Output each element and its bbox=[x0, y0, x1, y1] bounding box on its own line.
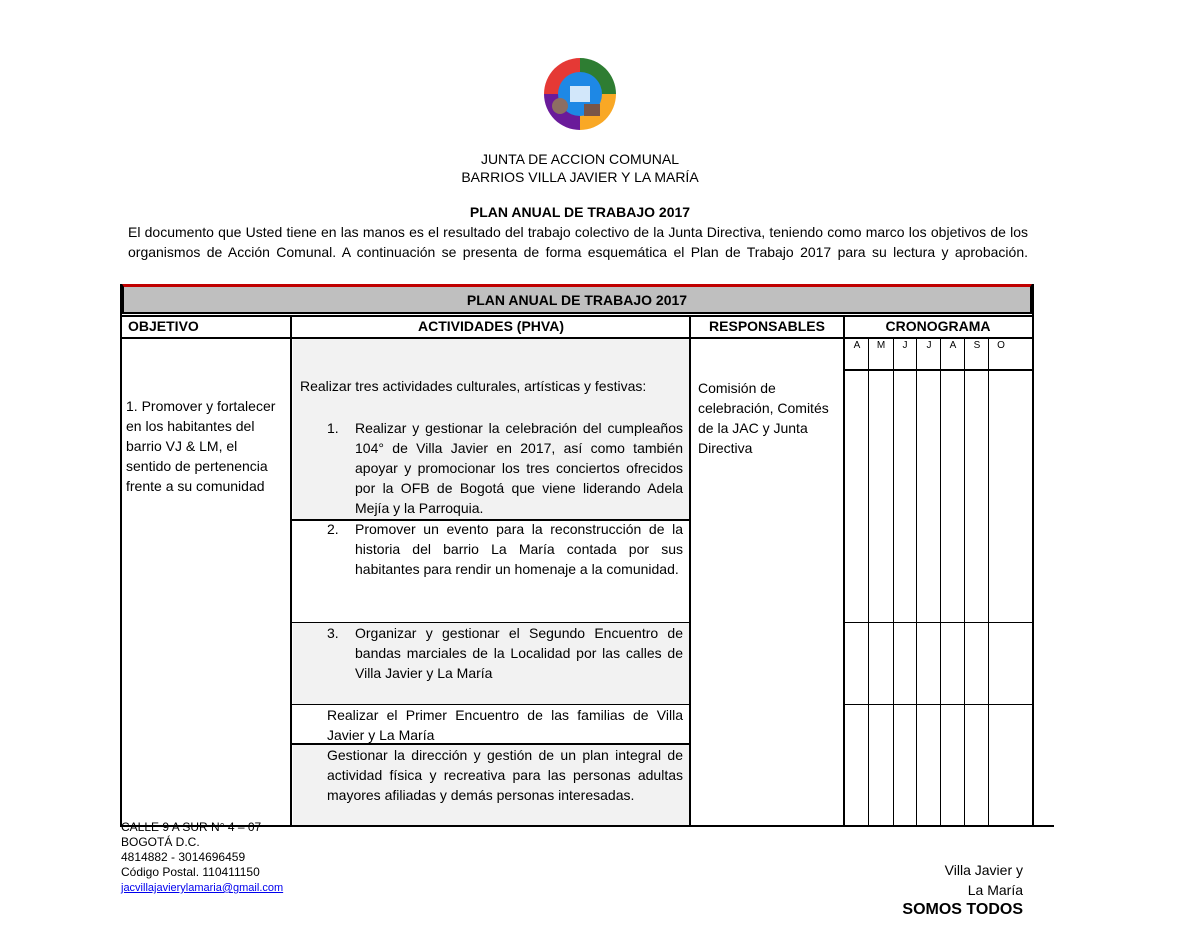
document-title: PLAN ANUAL DE TRABAJO 2017 bbox=[469, 204, 691, 220]
org-name: JUNTA DE ACCION COMUNAL bbox=[480, 151, 680, 167]
slogan-line-2: La María bbox=[967, 882, 1023, 898]
responsables-text: Comisión de celebración, Comités de la JAC y Junta Directiva bbox=[698, 380, 829, 456]
jac-logo bbox=[530, 44, 630, 144]
footer-postal: Código Postal. 110411150 bbox=[121, 865, 260, 879]
month-label: A bbox=[949, 340, 957, 351]
header-objetivo: OBJETIVO bbox=[128, 318, 199, 334]
footer-slogan bbox=[902, 860, 1023, 920]
month-label: M bbox=[876, 340, 886, 351]
month-label: S bbox=[973, 340, 981, 351]
footer-phones: 4814882 - 3014696459 bbox=[121, 850, 246, 864]
footer-address: CALLE 9 A SUR N° 4 – 07 bbox=[121, 820, 262, 834]
item-text: Promover un evento para la reconstrucción de la historia del barrio La María contada por sus habitantes para rendir un homenaje a la comunidad. bbox=[355, 521, 683, 577]
item-number: 3. bbox=[327, 625, 339, 641]
month-label: J bbox=[902, 340, 908, 351]
intro-paragraph: El documento que Usted tiene en las manos es el resultado del trabajo colectivo de la Junta Directiva, teniendo como marco los objetivos de los organismos de Acción Comunal. A continuación se presenta de forma esquemática el Plan de Trabajo 2017 para su lectura y aprobación. bbox=[128, 224, 1028, 260]
month-label: A bbox=[853, 340, 861, 351]
footer-city: BOGOTÁ D.C. bbox=[121, 835, 200, 849]
table-banner: PLAN ANUAL DE TRABAJO 2017 bbox=[122, 284, 1032, 314]
activity-4: Realizar el Primer Encuentro de las familias de Villa Javier y La María bbox=[327, 707, 683, 743]
header-actividades: ACTIVIDADES (PHVA) bbox=[418, 318, 564, 334]
activity-item-3 bbox=[327, 623, 683, 683]
org-neighborhoods: BARRIOS VILLA JAVIER Y LA MARÍA bbox=[461, 169, 699, 185]
item-number: 2. bbox=[327, 521, 339, 537]
objective-text: 1. Promover y fortalecer en los habitantes del barrio VJ & LM, el sentido de pertenencia frente a su comunidad bbox=[126, 398, 276, 494]
slogan-line-3: SOMOS TODOS bbox=[902, 901, 1023, 918]
item-text: Organizar y gestionar el Segundo Encuentro de bandas marciales de la Localidad por las calles de Villa Javier y La María bbox=[355, 625, 683, 681]
month-label: J bbox=[926, 340, 932, 351]
header-responsables: RESPONSABLES bbox=[709, 318, 825, 334]
activities-intro: Realizar tres actividades culturales, artísticas y festivas: bbox=[300, 378, 647, 394]
activity-item-2 bbox=[327, 519, 683, 579]
footer-email-link[interactable]: jacvillajavierylamaria@gmail.com bbox=[121, 882, 284, 894]
header-cronograma: CRONOGRAMA bbox=[885, 318, 991, 334]
activity-5: Gestionar la dirección y gestión de un plan integral de actividad física y recreativa para las personas adultas mayores afiliadas y demás personas interesadas. bbox=[327, 747, 683, 803]
item-number: 1. bbox=[327, 420, 339, 436]
slogan-line-1: Villa Javier y bbox=[944, 862, 1023, 878]
month-label: O bbox=[997, 340, 1005, 351]
activity-item-1 bbox=[327, 418, 683, 518]
footer-contact bbox=[121, 820, 283, 896]
item-text: Realizar y gestionar la celebración del cumpleaños 104° de Villa Javier en 2017, así como también apoyar y promocionar los tres conciertos ofrecidos por la OFB de Bogotá que viene liderando Adela Mejía y la Parroquia. bbox=[355, 420, 683, 516]
